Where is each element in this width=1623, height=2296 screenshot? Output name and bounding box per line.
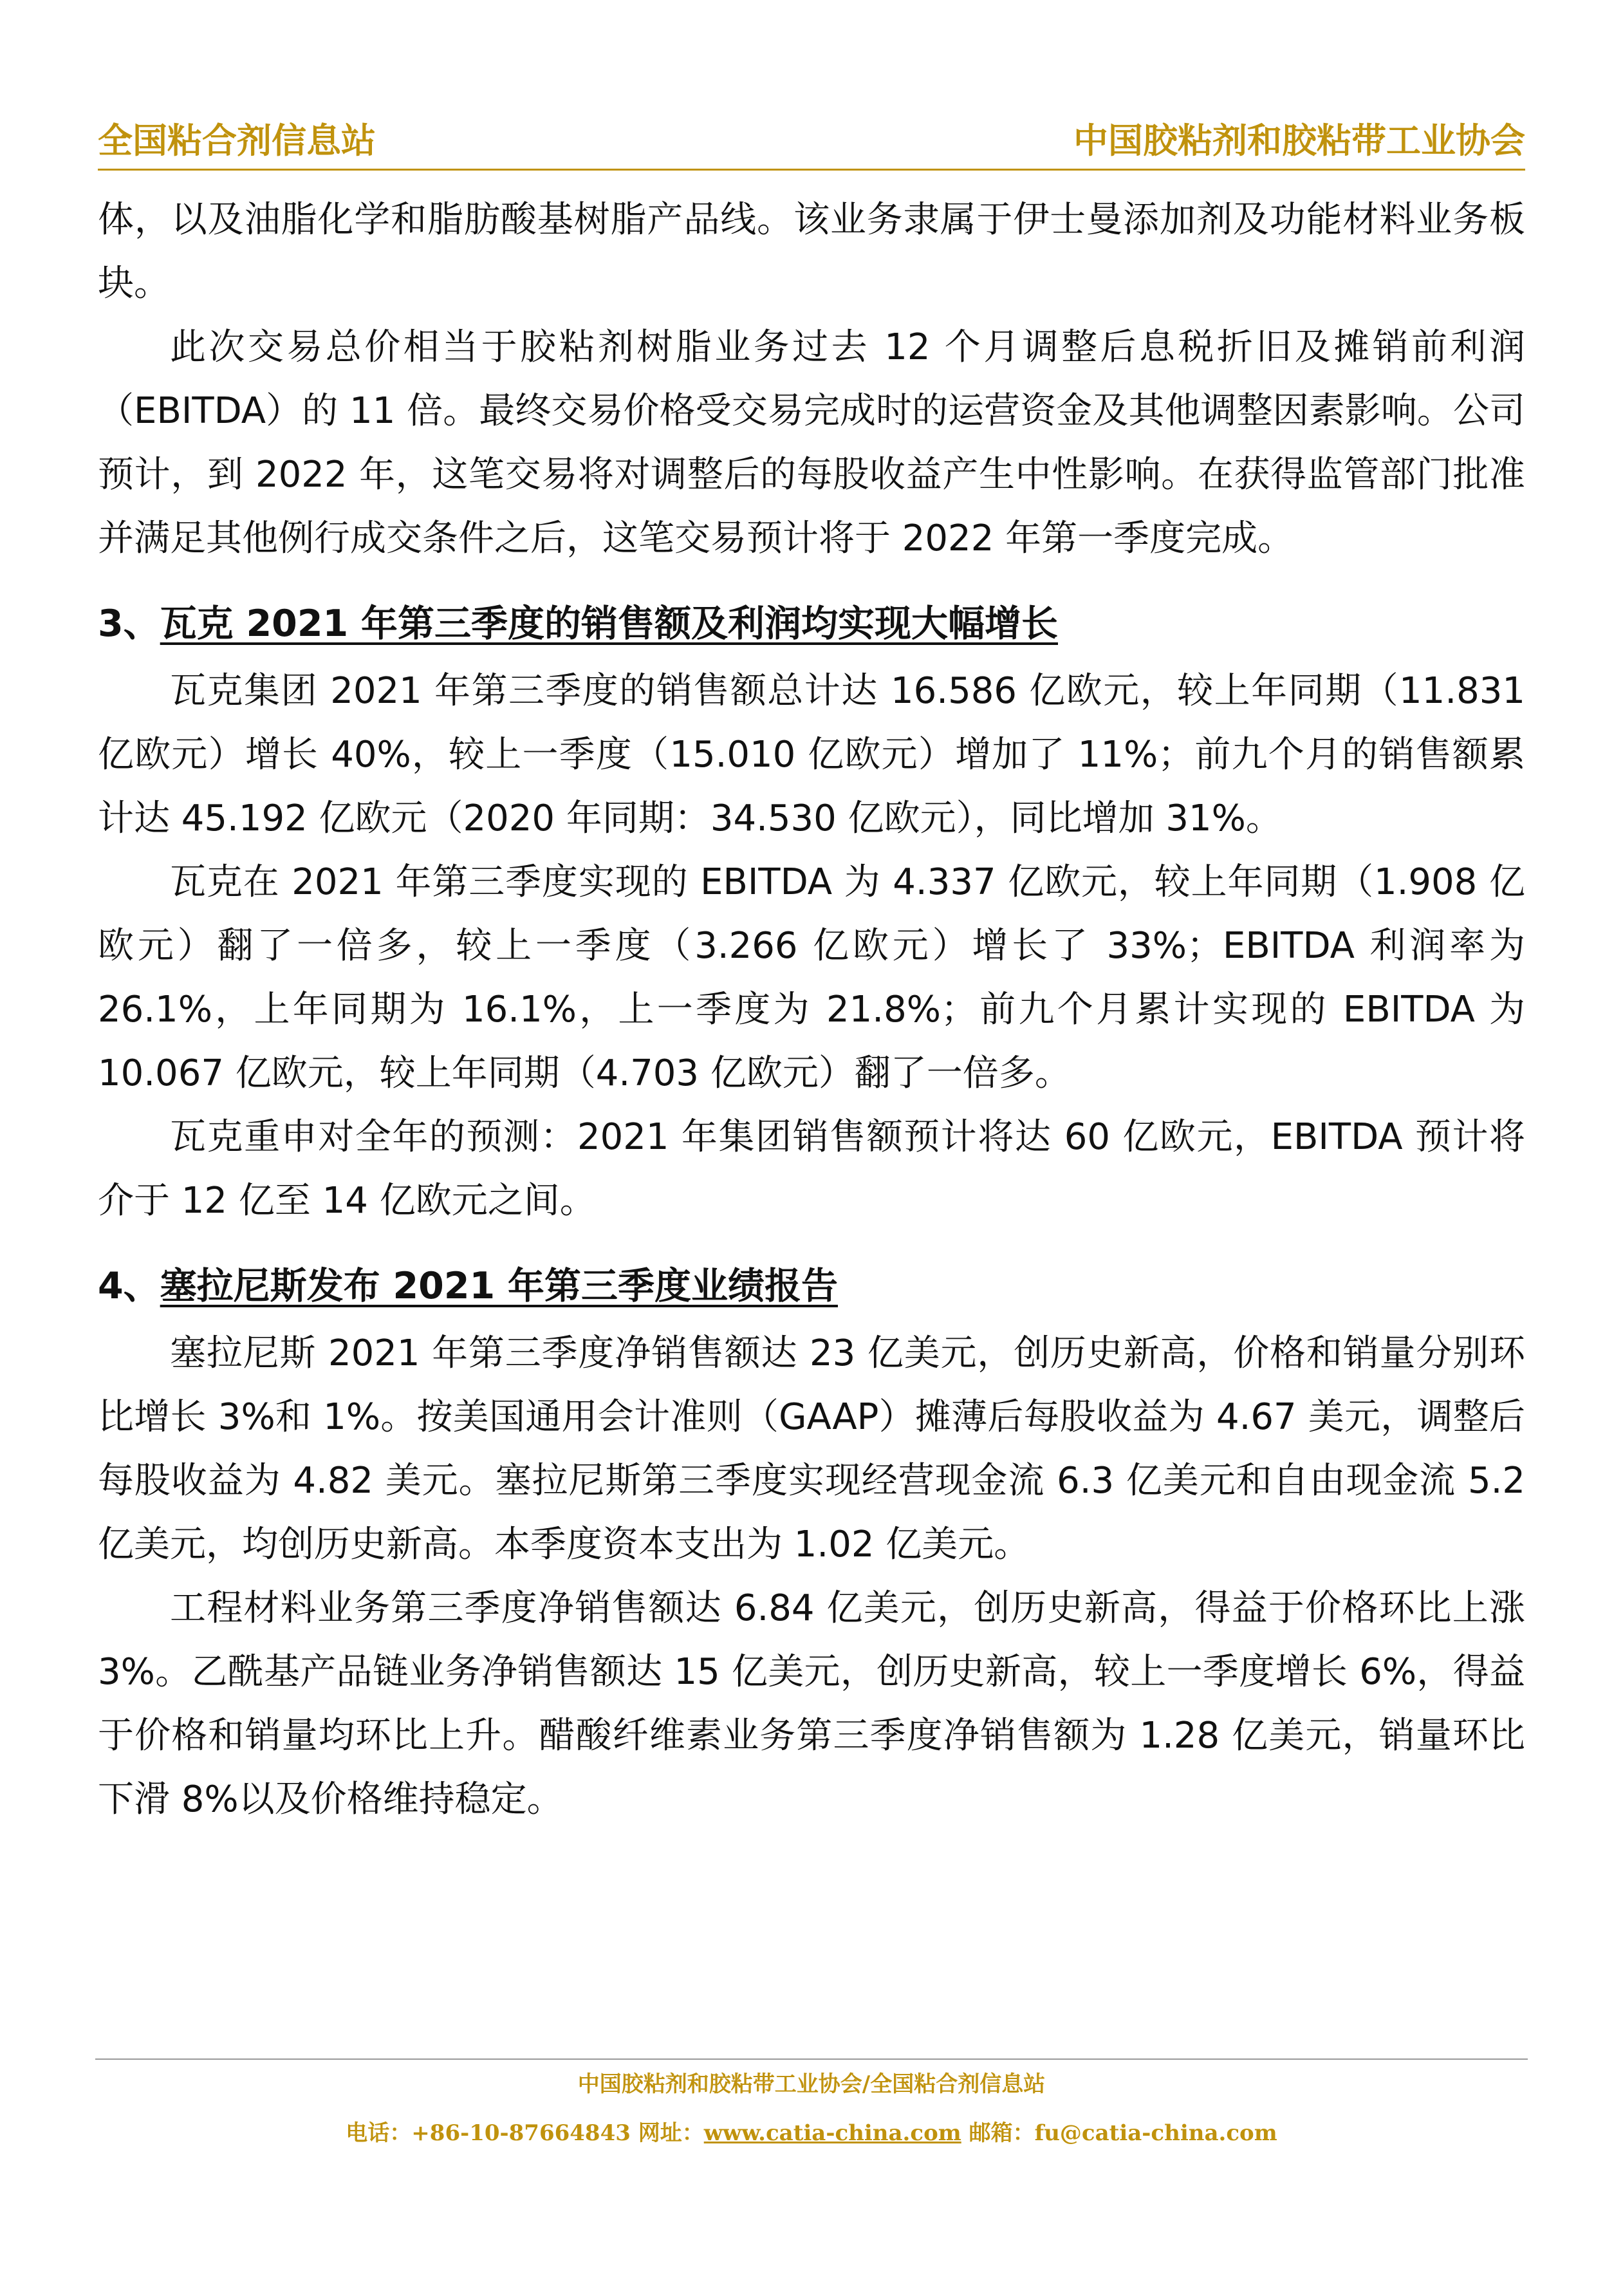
footer-organization: 中国胶粘剂和胶粘带工业协会/全国粘合剂信息站 bbox=[577, 2071, 1046, 2097]
section-number: 4、 bbox=[98, 1265, 160, 1307]
section-heading-wacker bbox=[98, 592, 1525, 655]
paragraph-continued: 体，以及油脂化学和脂肪酸基树脂产品线。该业务隶属于伊士曼添加剂及功能材料业务板块。 bbox=[98, 199, 1525, 304]
paragraph-celanese-segments: 工程材料业务第三季度净销售额达 6.84 亿美元，创历史新高，得益于价格环比上涨 3%。乙酰基产品链业务净销售额达 15 亿美元，创历史新高，较上一季度增长 6%，得益于价格和销量均环比上升。醋酸纤维素业务第三季度净销售额为 1.28 亿美元，销量环比下滑 8%以及价格维持稳定。 bbox=[98, 1587, 1525, 1820]
paragraph-wacker-sales: 瓦克集团 2021 年第三季度的销售额总计达 16.586 亿欧元，较上年同期（11.831 亿欧元）增长 40%，较上一季度（15.010 亿欧元）增加了 11%；前九个月的销售额累计达 45.192 亿欧元（2020 年同期：34.530 亿欧元），同比增加 31%。 bbox=[98, 670, 1525, 839]
footer-phone: 电话：+86-10-87664843 网址： bbox=[346, 2120, 704, 2146]
paragraph-wacker-ebitda: 瓦克在 2021 年第三季度实现的 EBITDA 为 4.337 亿欧元，较上年同期（1.908 亿欧元）翻了一倍多，较上一季度（3.266 亿欧元）增长了 33%；EBITDA 利润率为 26.1%，上年同期为 16.1%，上一季度为 21.8%；前九个月累计实现的 EBITDA 为 10.067 亿欧元，较上年同期（4.703 亿欧元）翻了一倍多。 bbox=[98, 861, 1525, 1094]
paragraph-celanese-results: 塞拉尼斯 2021 年第三季度净销售额达 23 亿美元，创历史新高，价格和销量分别环比增长 3%和 1%。按美国通用会计准则（GAAP）摊薄后每股收益为 4.67 美元，调整后每股收益为 4.82 美元。塞拉尼斯第三季度实现经营现金流 6.3 亿美元和自由现金流 5.2 亿美元，均创历史新高。本季度资本支出为 1.02 亿美元。 bbox=[98, 1332, 1525, 1565]
section-number: 3、 bbox=[98, 602, 160, 645]
page-header bbox=[98, 115, 1525, 166]
section-heading-celanese bbox=[98, 1255, 1525, 1318]
footer-contact bbox=[0, 2118, 1623, 2149]
header-association-name: 中国胶粘剂和胶粘带工业协会 bbox=[1073, 120, 1525, 161]
footer-email[interactable]: fu@catia-china.com bbox=[1034, 2120, 1277, 2146]
document-body bbox=[98, 188, 1525, 1831]
header-rule bbox=[98, 169, 1525, 171]
paragraph-wacker-forecast: 瓦克重申对全年的预测：2021 年集团销售额预计将达 60 亿欧元，EBITDA 预计将介于 12 亿至 14 亿欧元之间。 bbox=[98, 1116, 1525, 1222]
header-site-name: 全国粘合剂信息站 bbox=[98, 120, 376, 161]
section-title: 塞拉尼斯发布 2021 年第三季度业绩报告 bbox=[160, 1265, 839, 1307]
footer-email-label: 邮箱： bbox=[961, 2120, 1035, 2146]
paragraph-transaction: 此次交易总价相当于胶粘剂树脂业务过去 12 个月调整后息税折旧及摊销前利润（EBITDA）的 11 倍。最终交易价格受交易完成时的运营资金及其他调整因素影响。公司预计，到 2022 年，这笔交易将对调整后的每股收益产生中性影响。在获得监管部门批准并满足其他例行成交条件之后，这笔交易预计将于 2022 年第一季度完成。 bbox=[98, 326, 1525, 559]
footer-rule bbox=[95, 2058, 1528, 2060]
section-title: 瓦克 2021 年第三季度的销售额及利润均实现大幅增长 bbox=[160, 602, 1059, 645]
footer-website-link[interactable]: www.catia-china.com bbox=[703, 2120, 961, 2146]
